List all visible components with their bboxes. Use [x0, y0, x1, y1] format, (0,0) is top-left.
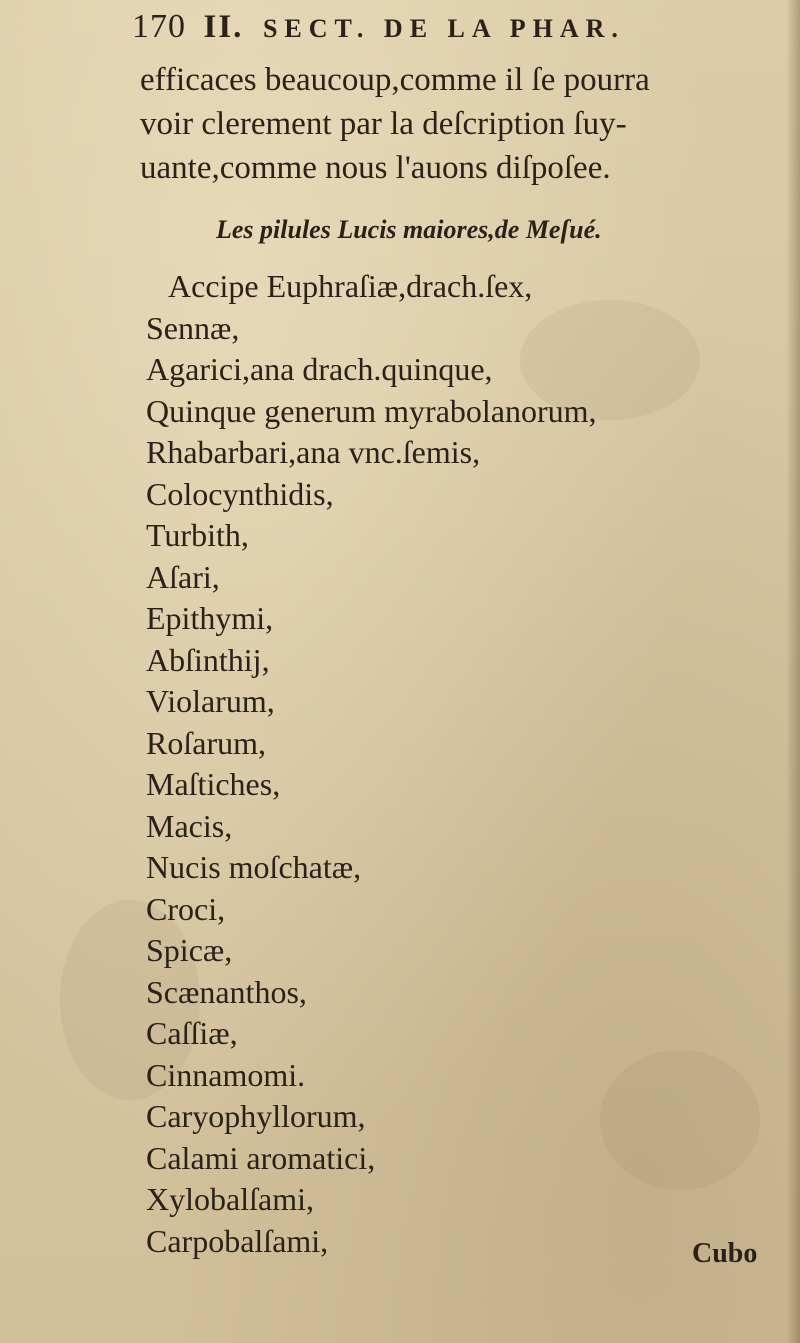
recipe-line: Maſtiches, [146, 766, 281, 802]
section-number: II. [203, 9, 244, 45]
recipe-line: Epithymi, [146, 600, 274, 636]
recipe-line: Accipe Euphraſiæ,drach.ſex, [168, 268, 533, 304]
recipe-line: Cinnamomi. [146, 1056, 306, 1093]
recipe-line: Calami aromatici, [146, 1139, 376, 1176]
recipe-line: Turbith, [146, 517, 249, 553]
recipe-line: Caryophyllorum, [146, 1098, 366, 1134]
recipe-line: Caſſiæ, [146, 1015, 238, 1051]
page-edge-shadow [786, 0, 800, 1343]
recipe-line: Carpobalſami, [146, 1222, 329, 1259]
recipe-line: Agarici,ana drach.quinque, [146, 351, 493, 387]
running-title: SECT. DE LA PHAR. [262, 14, 625, 43]
running-head [132, 8, 772, 54]
intro-paragraph [140, 58, 780, 190]
intro-line: efficaces beaucoup,comme il ſe pourra [140, 62, 650, 98]
intro-line: uante,comme nous l'auons diſpoſee. [140, 150, 611, 186]
recipe-line: Macis, [146, 807, 233, 844]
catchword: Cubo [692, 1238, 758, 1269]
recipe-line: Sennæ, [146, 309, 240, 346]
recipe-line: Aſari, [146, 558, 220, 595]
recipe-line: Scænanthos, [146, 973, 307, 1010]
recipe-line: Xylobalſami, [146, 1181, 314, 1217]
recipe-line: Croci, [146, 890, 226, 927]
recipe-line: Roſarum, [146, 724, 266, 761]
recipe-line: Violarum, [146, 683, 275, 719]
recipe-line: Colocynthidis, [146, 475, 334, 512]
recipe-line: Rhabarbari,ana vnc.ſemis, [146, 434, 481, 470]
recipe-line: Abſinthij, [146, 641, 270, 678]
recipe-list [146, 266, 786, 1262]
recipe-line: Nucis moſchatæ, [146, 849, 362, 885]
recipe-heading: Les pilules Lucis maiores,de Meſué. [216, 215, 602, 244]
recipe-line: Spicæ, [146, 932, 233, 968]
page-number: 170 [132, 8, 186, 45]
recipe-line: Quinque generum myrabolanorum, [146, 392, 597, 429]
intro-line: voir clerement par la deſcription ſuy- [140, 106, 627, 142]
